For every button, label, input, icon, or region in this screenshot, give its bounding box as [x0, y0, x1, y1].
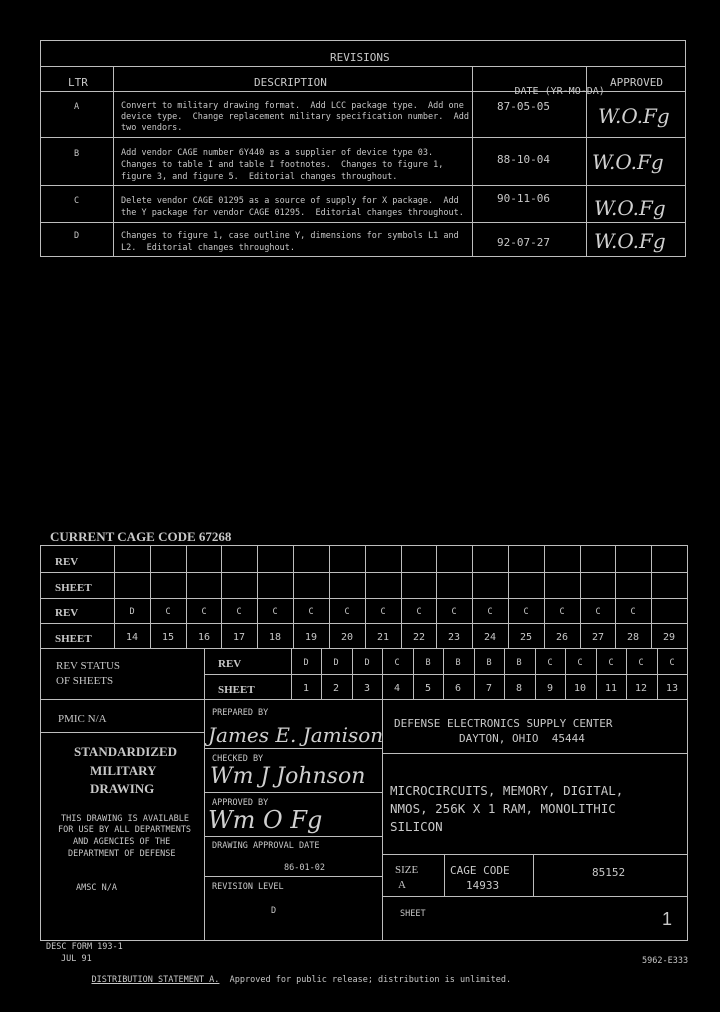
rev-status-cell: C [165, 607, 171, 617]
sheet-number-cell: 2 [332, 683, 340, 694]
rev-label-row3: REV [55, 607, 79, 619]
prepared-by-label: PREPARED BY [212, 708, 269, 718]
rev-status-cell: C [272, 607, 278, 617]
rev-status-cell: C [487, 607, 493, 617]
rev-status-cell: C [451, 607, 457, 617]
sheet-number-cell: 13 [665, 683, 679, 694]
rev-label-bottom: REV [218, 658, 242, 670]
row-date: 88-10-04 [497, 153, 550, 166]
rev-status-cell: B [516, 658, 522, 668]
approver-signature: W.O.Fg [594, 229, 666, 253]
sheet-number-cell: 1 [302, 683, 310, 694]
rev-status-cell: B [425, 658, 431, 668]
sheet-number-cell: 3 [363, 683, 371, 694]
sheet-label-bottom: SHEET [218, 684, 255, 696]
sheet-number-cell: 9 [546, 683, 554, 694]
std-title-line1: STANDARDIZED [74, 744, 178, 759]
header-description: DESCRIPTION [254, 76, 327, 89]
header-ltr: LTR [68, 76, 88, 89]
approved-by-signature: Wm O Fg [208, 806, 323, 834]
form-number: DESC FORM 193-1 [46, 942, 123, 952]
title-line1: MICROCIRCUITS, MEMORY, DIGITAL, [390, 783, 624, 798]
availability-line: FOR USE BY ALL DEPARTMENTS [58, 825, 192, 835]
rev-status-cell: D [364, 658, 370, 668]
row-date: 87-05-05 [497, 100, 550, 113]
row-desc: the Y package for vendor CAGE 01295. Editorial changes throughout. [121, 208, 464, 218]
rev-status-cell: B [486, 658, 492, 668]
sheet-number-cell: 29 [662, 632, 676, 643]
availability-line: AND AGENCIES OF THE [73, 837, 171, 847]
sheet-number-cell: 26 [555, 632, 569, 643]
rev-status-cell: C [608, 658, 614, 668]
sheet-number-cell: 25 [519, 632, 533, 643]
row-ltr: A [74, 102, 80, 112]
agency-name: DEFENSE ELECTRONICS SUPPLY CENTER [394, 717, 613, 730]
pmic-label: PMIC N/A [58, 713, 107, 725]
sheet-number-cell: 24 [483, 632, 497, 643]
approval-date-value: 86-01-02 [284, 863, 325, 873]
rev-status-cell: C [236, 607, 242, 617]
row-desc: figure 3, and figure 5. Editorial changes throughout. [121, 172, 398, 182]
revision-level-value: D [271, 906, 277, 916]
row-desc: Add vendor CAGE number 6Y440 as a supplier of device type 03. [121, 148, 434, 158]
row-desc: L2. Editorial changes throughout. [121, 243, 295, 253]
rev-status-cell: C [201, 607, 207, 617]
sheet-number-cell: 18 [268, 632, 282, 643]
approver-signature: W.O.Fg [598, 104, 670, 128]
row-desc: Convert to military drawing format. Add LCC package type. Add one [121, 101, 464, 111]
title-line3: SILICON [390, 819, 443, 834]
rev-status-cell: C [638, 658, 644, 668]
row-ltr: D [74, 231, 80, 241]
rev-status-label: REV STATUS OF SHEETS [56, 660, 121, 687]
sheet-number-cell: 4 [393, 683, 401, 694]
form-date: JUL 91 [61, 954, 92, 964]
row-desc: Changes to figure 1, case outline Y, dimensions for symbols L1 and [121, 231, 459, 241]
sheet-number-cell: 27 [591, 632, 605, 643]
approval-date-label: DRAWING APPROVAL DATE [212, 841, 320, 851]
rev-status-cell: C [523, 607, 529, 617]
sheet-number-cell: 12 [634, 683, 648, 694]
sheet-label-row2: SHEET [55, 582, 92, 594]
std-title-line2: MILITARY [90, 763, 157, 778]
sheet-number-cell: 16 [197, 632, 211, 643]
row-date: 92-07-27 [497, 236, 550, 249]
size-label: SIZE [395, 864, 419, 876]
rev-status-cell: C [416, 607, 422, 617]
sheet-number-cell: 17 [232, 632, 246, 643]
title-line2: NMOS, 256K X 1 RAM, MONOLITHIC [390, 801, 616, 816]
sheet-number-cell: 19 [304, 632, 318, 643]
cage-code-value: 14933 [466, 879, 500, 892]
rev-status-cell: C [380, 607, 386, 617]
row-desc: Changes to table I and table I footnotes. Changes to figure 1, [121, 160, 444, 170]
rev-status-cell: C [595, 607, 601, 617]
availability-line: DEPARTMENT OF DEFENSE [68, 849, 176, 859]
sheet-number-cell: 22 [412, 632, 426, 643]
sheet-number-cell: 6 [454, 683, 462, 694]
rev-status-cell: D [303, 658, 309, 668]
sheet-number-cell: 15 [161, 632, 175, 643]
row-desc: two vendors. [121, 123, 183, 133]
prepared-by-signature: James E. Jamison [208, 723, 384, 747]
sheet-number-cell: 21 [376, 632, 390, 643]
amsc-label: AMSC N/A [76, 883, 117, 893]
checked-by-label: CHECKED BY [212, 754, 264, 764]
rev-status-cell: C [344, 607, 350, 617]
rev-status-cell: B [455, 658, 461, 668]
rev-status-cell: C [394, 658, 400, 668]
row-date: 90-11-06 [497, 192, 550, 205]
sheet-number-cell: 8 [515, 683, 523, 694]
row-desc: device type. Change replacement military specification number. Add [121, 112, 469, 122]
sheet-number-cell: 7 [485, 683, 493, 694]
rev-status-cell: C [577, 658, 583, 668]
row-ltr: B [74, 149, 80, 159]
sheet-number-cell: 20 [340, 632, 354, 643]
row-ltr: C [74, 196, 80, 206]
row-desc: Delete vendor CAGE 01295 as a source of supply for X package. Add [121, 196, 459, 206]
std-title-line3: DRAWING [90, 781, 155, 796]
distribution-statement [71, 967, 511, 993]
header-date: DATE (YR-MO-DA) [514, 85, 605, 97]
rev-status-cell: C [630, 607, 636, 617]
revision-level-label: REVISION LEVEL [212, 882, 284, 892]
rev-status-cell: C [547, 658, 553, 668]
document-number: 85152 [592, 866, 626, 879]
sheet-number-cell: 23 [447, 632, 461, 643]
rev-status-cell: C [559, 607, 565, 617]
agency-address: DAYTON, OHIO 45444 [459, 732, 585, 745]
approver-signature: W.O.Fg [594, 196, 666, 220]
document-code: 5962-E333 [642, 956, 689, 966]
sheet-number-cell: 11 [604, 683, 618, 694]
sheet-number-cell: 5 [424, 683, 432, 694]
header-approved: APPROVED [610, 76, 663, 89]
revisions-title: REVISIONS [330, 51, 390, 64]
approved-by-label: APPROVED BY [212, 798, 269, 808]
rev-status-cell: C [669, 658, 675, 668]
sheet-number-cell: 28 [626, 632, 640, 643]
availability-line: THIS DRAWING IS AVAILABLE [61, 814, 189, 824]
checked-by-signature: Wm J Johnson [210, 764, 366, 789]
sheet-number: 1 [662, 909, 673, 929]
rev-status-cell: D [333, 658, 339, 668]
sheet-number-cell: 14 [125, 632, 139, 643]
cage-code-label: CAGE CODE [450, 864, 510, 877]
sheet-label: SHEET [400, 909, 426, 919]
sheet-number-cell: 10 [573, 683, 587, 694]
approver-signature: W.O.Fg [592, 150, 664, 174]
rev-label-row1: REV [55, 556, 79, 568]
size-value: A [398, 879, 406, 891]
distribution-label: DISTRIBUTION STATEMENT A. [91, 974, 220, 985]
rev-status-cell: C [308, 607, 314, 617]
sheet-label-row4: SHEET [55, 633, 92, 645]
rev-status-cell: D [129, 607, 135, 617]
current-cage-code: CURRENT CAGE CODE 67268 [50, 529, 232, 544]
distribution-text: Approved for public release; distribution is unlimited. [219, 974, 512, 985]
